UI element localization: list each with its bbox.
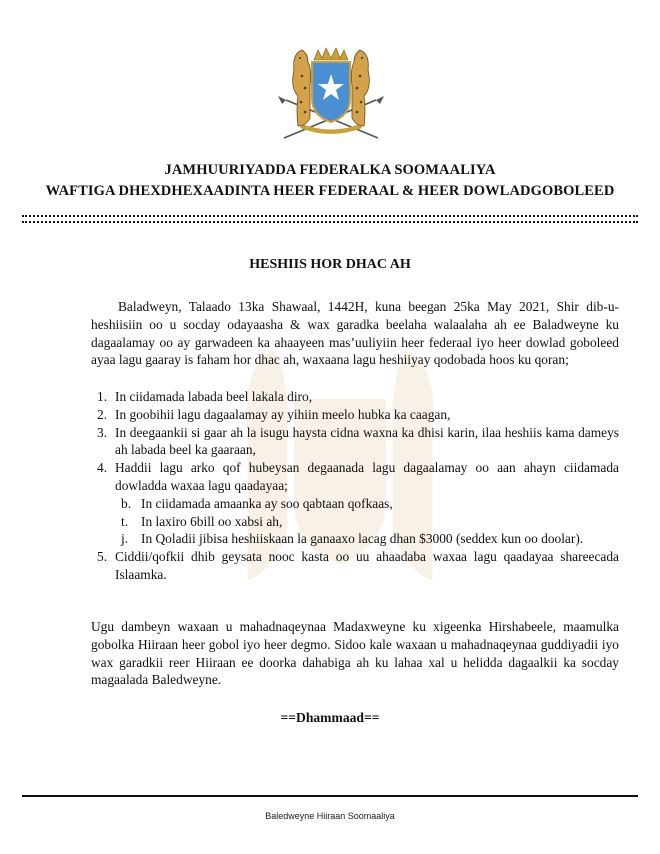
sub-item-text: In Qoladii jibisa heshiiskaan la ganaaxo lacag dhan $3000 (seddex kun oo doolar). [141, 531, 584, 547]
sub-item-letter: j. [121, 531, 129, 547]
sub-item-text: In ciidamada amaanka ay soo qabtaan qofkaas, [141, 495, 393, 511]
footer-divider [22, 795, 638, 797]
sub-list [115, 495, 619, 548]
sub-item-text: In laxiro 6bill oo xabsi ah, [141, 513, 283, 529]
divider-dotted-top [22, 215, 638, 217]
list-item [91, 388, 619, 406]
list-item-text: In goobihii lagu dagaalamay ay yihiin meelo hubka ka caagan, [115, 406, 451, 422]
list-item-number: 5. [97, 549, 108, 565]
intro-paragraph: Baladweyn, Talaado 13ka Shawaal, 1442H, kuna beegan 25ka May 2021, Shir dib-u-heshiisiin oo u socday odayaasha & wax garadka beelaha walaalaha ah ee Baladweyne ku dagaalamay oo ay garwadeen ka ahaayeen mas’uuliyiin heer federaal iyo heer dowlad goboleed ayaa lagu gaaray is faham hor dhac ah, waxaana lagu heshiiyay qodobada hoos ku qoran; [91, 299, 619, 368]
list-item-number: 4. [97, 460, 108, 476]
agreement-list [91, 388, 619, 584]
list-item [91, 406, 619, 424]
sub-list-item [117, 495, 619, 513]
document-title: HESHIIS HOR DHAC AH [249, 257, 411, 272]
list-item-number: 1. [97, 389, 108, 404]
header-republic-title: JAMHUURIYADDA FEDERALKA SOOMAALIYA [164, 162, 496, 178]
list-item-number: 3. [97, 424, 108, 440]
sub-list-item [117, 530, 619, 548]
list-item [91, 424, 619, 460]
sub-list-item [117, 513, 619, 531]
end-marker: ==Dhammaad== [280, 710, 380, 725]
sub-item-letter: t. [121, 513, 129, 529]
list-item [91, 548, 619, 584]
sub-item-letter: b. [121, 495, 132, 511]
header-delegation-title: WAFTIGA DHEXDHEXAADINTA HEER FEDERAAL & HEER DOWLADGOBOLEED [45, 183, 615, 199]
list-item [91, 459, 619, 548]
somalia-coat-of-arms-icon [272, 40, 390, 142]
list-item-text: In ciidamada labada beel lakala diro, [115, 389, 313, 404]
list-item-text: Haddii lagu arko qof hubeysan degaanada lagu dagaalamay oo aan ahayn ciidamada dowladda waxaa lagu qaadayaa; [115, 460, 619, 493]
closing-paragraph: Ugu dambeyn waxaan u mahadnaqeynaa Madaxweyne ku xigeenka Hirshabeele, maamulka gobolka Hiiraan heer gobol iyo heer degmo. Sidoo kale waxaan u mahadnaqeynaa guddiyadii iyo wax garadkii reer Hiiraan ee doorka dahabiga ah ku lahaa xal u helidda dagaalkii ka socday magaalada Baledweyne. [91, 619, 619, 688]
list-item-text: In deegaankii si gaar ah la isugu haysta cidna waxna ka dhisi karin, ilaa heshiis kama dameys ah labada beel ka gaaraan, [115, 424, 619, 458]
divider-dotted-bottom [22, 221, 638, 223]
list-item-text: Ciddii/qofkii dhib geysata nooc kasta oo uu ahaadaba waxaa lagu qaadayaa shareecada Islaamka. [115, 549, 619, 582]
footer-location: Baledweyne Hiiraan Soomaaliya [265, 811, 395, 821]
list-item-number: 2. [97, 406, 108, 422]
